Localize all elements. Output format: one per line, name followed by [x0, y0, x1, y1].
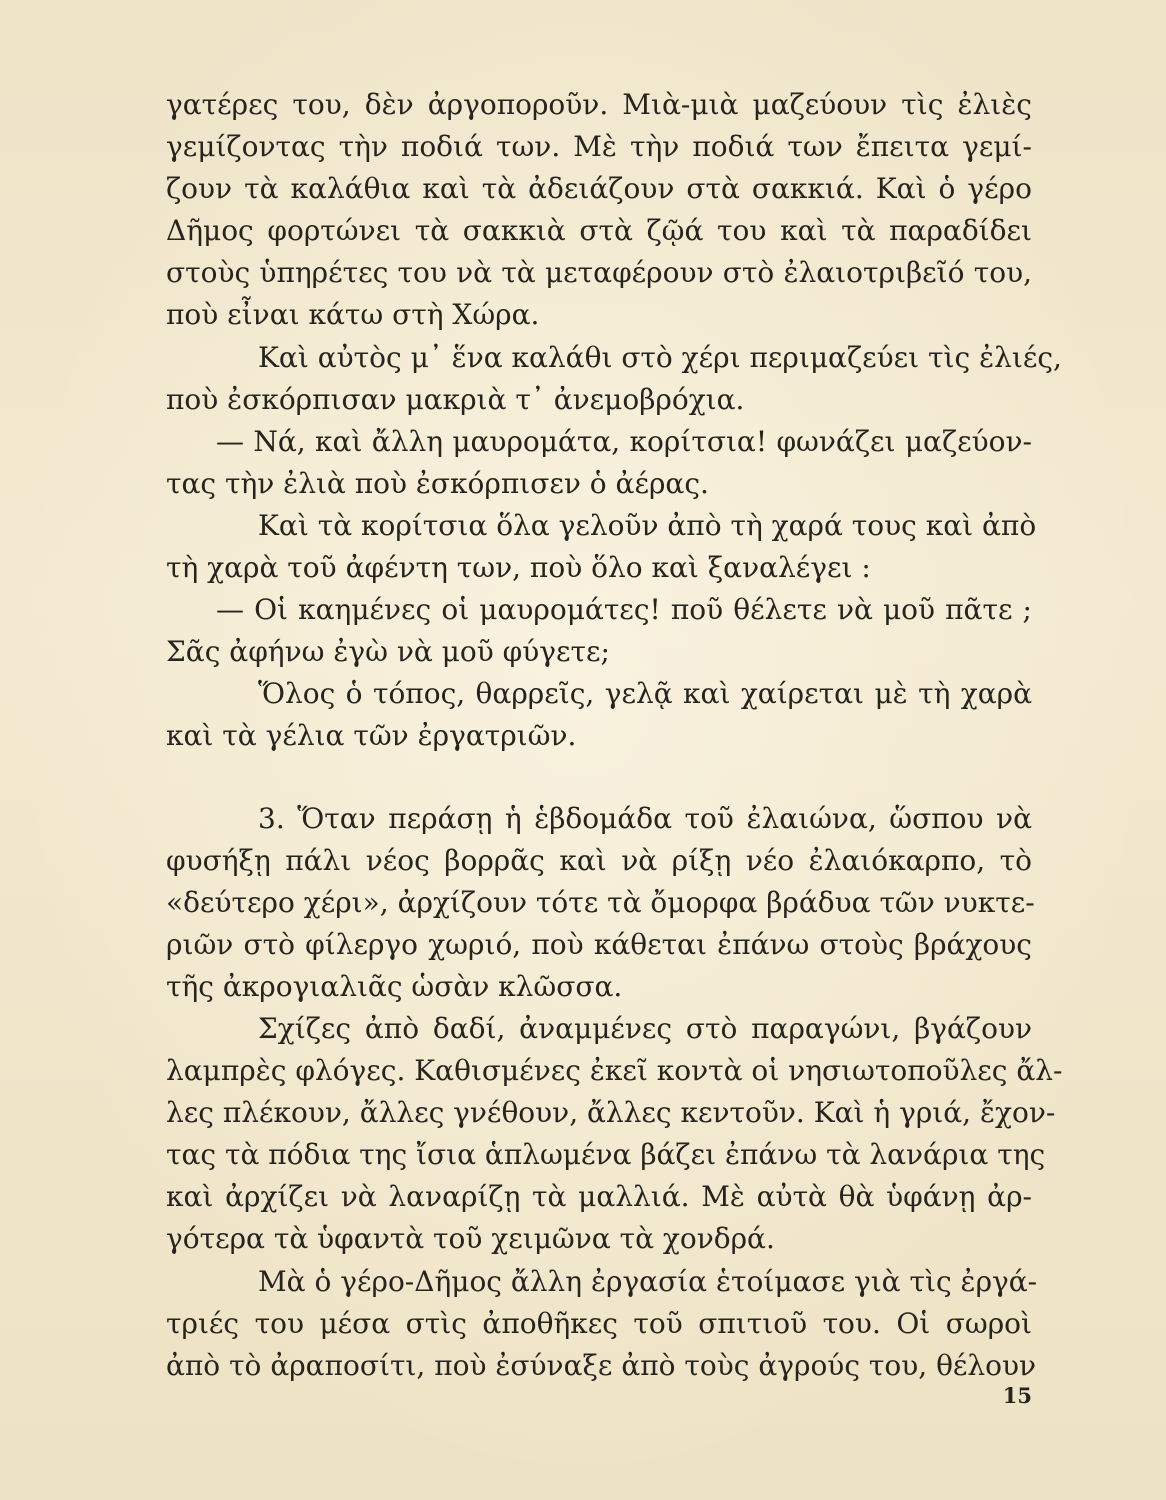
text-line: γότερα τὰ ὑφαντὰ τοῦ χειμῶνα τὰ χονδρά.	[166, 1222, 775, 1256]
text-line: Σχίζες ἀπὸ δαδί, ἀναμμένες στὸ παραγώνι, βγάζουν	[258, 1011, 1032, 1045]
text-line: καὶ τὰ γέλια τῶν ἐργατριῶν.	[166, 719, 577, 753]
text-line: Δῆμος φορτώνει τὰ σακκιὰ στὰ ζῷά του καὶ τὰ παραδίδει	[166, 214, 1032, 248]
text-line: λες πλέκουν, ἄλλες γνέθουν, ἄλλες κεντοῦν. Καὶ ἡ γριά, ἔχον-	[166, 1096, 1056, 1130]
text-line: γατέρες του, δὲν ἀργοποροῦν. Μιὰ-μιὰ μαζεύουν τὶς ἐλιὲς	[166, 88, 1032, 121]
text-line: γεμίζοντας τὴν ποδιά των. Μὲ τὴν ποδιά των ἔπειτα γεμί-	[166, 130, 1032, 164]
text-line: τῆς ἀκρογιαλιᾶς ὡσὰν κλῶσσα.	[166, 969, 623, 1003]
text-line: καὶ ἀρχίζει νὰ λαναρίζῃ τὰ μαλλιά. Μὲ αὐτὰ θὰ ὑφάνῃ ἀρ-	[166, 1180, 1032, 1214]
text-line: τας τὰ πόδια της ἴσια ἁπλωμένα βάζει ἐπάνω τὰ λανάρια της	[166, 1138, 1046, 1172]
text-line: ζουν τὰ καλάθια καὶ τὰ ἀδειάζουν στὰ σακκιά. Καὶ ὁ γέρο	[166, 172, 1032, 206]
text-line: Καὶ τὰ κορίτσια ὅλα γελοῦν ἀπὸ τὴ χαρά τους καὶ ἀπὸ	[258, 508, 1037, 542]
text-line: ριῶν στὸ φίλεργο χωριό, ποὺ κάθεται ἐπάνω στοὺς βράχους	[166, 927, 1032, 961]
text-line: «δεύτερο χέρι», ἀρχίζουν τότε τὰ ὄμορφα βράδυα τῶν νυκτε-	[166, 885, 1035, 919]
text-line: ποὺ εἶναι κάτω στὴ Χώρα.	[166, 298, 540, 332]
text-line: ποὺ ἐσκόρπισαν μακριὰ τ᾽ ἀνεμοβρόχια.	[166, 382, 745, 416]
text-line: τας τὴν ἐλιὰ ποὺ ἐσκόρπισεν ὁ ἀέρας.	[166, 466, 709, 500]
page-number: 15	[1002, 1383, 1032, 1408]
text-line: Καὶ αὐτὸς μ᾽ ἕνα καλάθι στὸ χέρι περιμαζεύει τὶς ἐλιές,	[258, 340, 1062, 374]
text-line: Ὅλος ὁ τόπος, θαρρεῖς, γελᾷ καὶ χαίρεται μὲ τὴ χαρὰ	[258, 677, 1032, 711]
body-text	[166, 84, 1063, 1387]
text-line: φυσήξῃ πάλι νέος βορρᾶς καὶ νὰ ρίξῃ νέο ἐλαιόκαρπο, τὸ	[166, 843, 1032, 877]
text-line: στοὺς ὑπηρέτες του νὰ τὰ μεταφέρουν στὸ ἐλαιοτριβεῖό του,	[166, 256, 1032, 290]
text-line: ἀπὸ τὸ ἀραποσίτι, ποὺ ἐσύναξε ἀπὸ τοὺς ἀγρούς του, θέλουν	[166, 1348, 1037, 1382]
text-line: Μὰ ὁ γέρο-Δῆμος ἄλλη ἐργασία ἑτοίμασε γιὰ τὶς ἐργά-	[258, 1264, 1038, 1298]
dialogue-line: — Οἱ καημένες οἱ μαυρομάτες! ποῦ θέλετε νὰ μοῦ πᾶτε ;	[216, 593, 1032, 627]
text-line: Σᾶς ἀφήνω ἐγὼ νὰ μοῦ φύγετε;	[166, 635, 610, 669]
text-line: τὴ χαρὰ τοῦ ἀφέντη των, ποὺ ὅλο καὶ ξαναλέγει :	[166, 551, 871, 585]
text-line: λαμπρὲς φλόγες. Καθισμένες ἐκεῖ κοντὰ οἱ νησιωτοποῦλες ἄλ-	[166, 1054, 1063, 1088]
dialogue-line: — Νά, καὶ ἄλλη μαυρομάτα, κορίτσια! φωνάζει μαζεύον-	[216, 424, 1032, 458]
section-start-line: 3. Ὅταν περάσῃ ἡ ἑβδομάδα τοῦ ἐλαιώνα, ὥσπου νὰ	[258, 801, 1032, 835]
text-line: τριές του μέσα στὶς ἀποθῆκες τοῦ σπιτιοῦ του. Οἱ σωροὶ	[166, 1306, 1032, 1340]
